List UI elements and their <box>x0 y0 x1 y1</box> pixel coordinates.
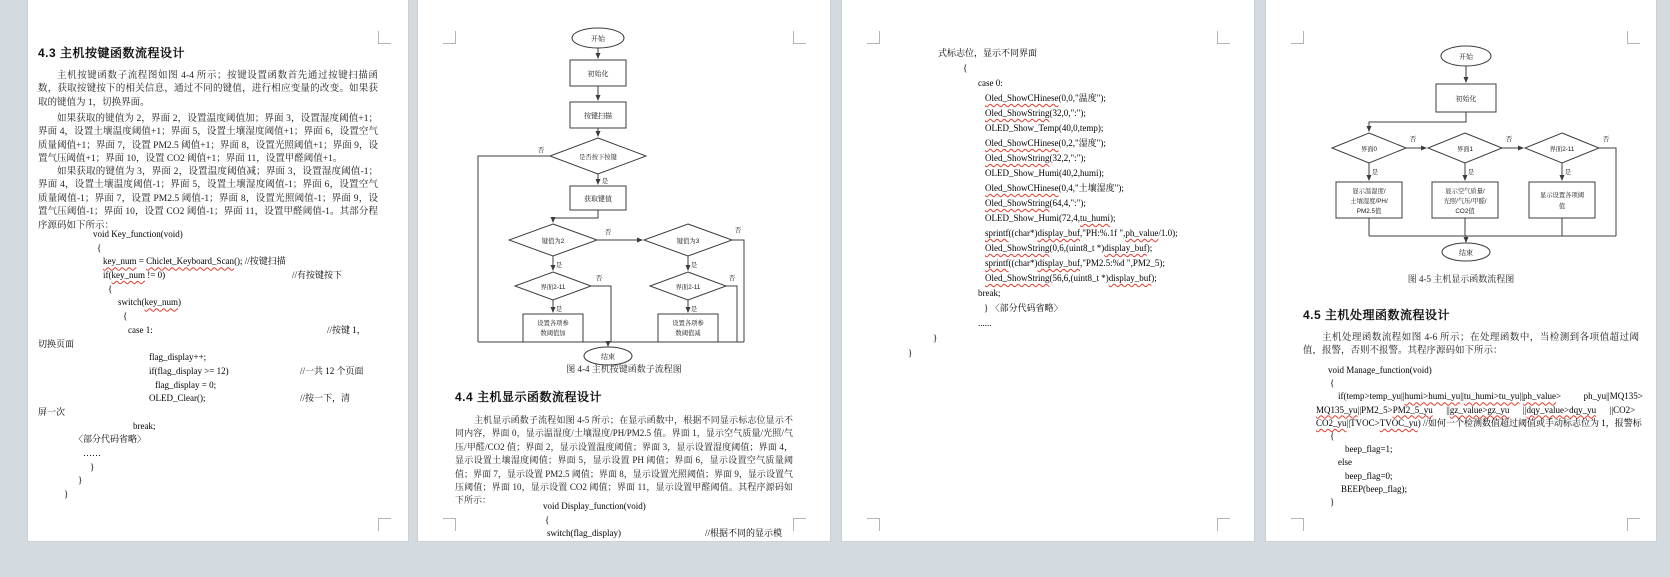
margin-corner-mark <box>1291 518 1304 531</box>
misspelling-underline: sprintf <box>985 258 1009 268</box>
svg-text:CO2值: CO2值 <box>1455 208 1475 215</box>
svg-text:结束: 结束 <box>601 354 615 361</box>
code-line: Oled_ShowCHinese(0,4,"土壤湿度"); <box>985 183 1124 193</box>
misspelling-underline: display_buf <box>1037 228 1080 238</box>
code-line: } <box>78 475 83 486</box>
code-line: } <box>933 333 938 343</box>
code-line: case 1: //按键 1， <box>38 324 383 338</box>
misspelling-underline: gz_value>gz_yu <box>1449 404 1510 415</box>
misspelling-underline: dqy_value>dqy_yu <box>1526 404 1597 415</box>
code-line: sprintf((char*)display_buf,"PH:%.1f ",ph_value/1.0); <box>985 228 1178 238</box>
flowchart-display-function <box>1296 40 1636 268</box>
code-line: } <box>908 348 913 358</box>
code-comment: //有按键按下 <box>292 270 343 281</box>
figure-caption-4-5: 图 4-5 主机显示函数流程图 <box>1407 274 1515 284</box>
code-line: sprintf((char*)display_buf,"PM2.5:%d ",PM2_5); <box>985 258 1165 268</box>
svg-text:开始: 开始 <box>1459 54 1473 61</box>
code-line: OLED_Clear(); //按一下，清 <box>38 392 383 406</box>
svg-text:光照/气压/甲醛/: 光照/气压/甲醛/ <box>1443 198 1487 205</box>
svg-text:否: 否 <box>604 229 612 236</box>
svg-text:设置各项参: 设置各项参 <box>672 320 704 327</box>
code-line: OLED_Show_Humi(40,2,humi); <box>985 168 1104 178</box>
misspelling-underline: Chiclet_Keyboard_Scan <box>146 256 235 267</box>
svg-text:否: 否 <box>1505 136 1513 143</box>
svg-text:否: 否 <box>595 275 603 282</box>
svg-text:否: 否 <box>728 275 736 282</box>
code-line: switch(flag_display) //根据不同的显示模 <box>455 527 795 541</box>
code-line: 式标志位，显示不同界面 <box>938 48 1038 58</box>
svg-text:是: 是 <box>690 262 698 269</box>
code-line: Oled_ShowCHinese(0,0,"温度"); <box>985 93 1106 103</box>
svg-text:土壤湿度/PH/: 土壤湿度/PH/ <box>1350 198 1388 205</box>
misspelling-underline: Oled_ShowString <box>985 273 1050 283</box>
code-line: 切换页面 <box>38 338 75 349</box>
document-page-3[interactable] <box>842 0 1254 541</box>
paragraph: 如果获取的键值为 2，界面 2，设置温度阈值加；界面 3，设置湿度阈值+1；界面 4，设置土壤温度阈值+1；界面 5，设置土壤湿度阈值+1；界面 6，设置空气质量阈值+1；界面 7，设置 PM2.5 阈值+1；界面 8，设置光照阈值+1；界面 9，设置气压阈值+1；界面 10，设置 CO2 阈值+1；界面 11，设置甲醛阈值+1。 <box>38 114 378 165</box>
misspelling-underline: key_num <box>144 297 178 308</box>
svg-text:数阈值加: 数阈值加 <box>540 330 566 337</box>
paragraph: 如果获取的键值为 3，界面 2，设置温度阈值减；界面 3，设置湿度阈值-1；界面 4，设置土壤温度阈值-1；界面 5，设置土壤湿度阈值-1；界面 6，设置空气质量阈值-1；界面 7，设置 PM2.5 阈值-1；界面 8，设置光照阈值-1；界面 9，设置气压阈值-1；界面 10，设置 CO2 阈值-1；界面 11，设置甲醛阈值-1。其部分程序源码如下所示： <box>38 167 378 231</box>
svg-text:结束: 结束 <box>1459 250 1473 257</box>
flowchart-threshold-dec-node <box>658 314 718 342</box>
svg-text:获取键值: 获取键值 <box>584 196 612 203</box>
code-line: BEEP(beep_flag); <box>1341 483 1407 494</box>
code-line: } 〈部分代码省略〉 <box>984 303 1063 313</box>
misspelling-underline: sprintf <box>985 228 1009 238</box>
code-line: else <box>1338 457 1352 468</box>
misspelling-underline: Oled_ShowCHinese <box>985 93 1059 103</box>
code-line: void Display_function(void) <box>543 501 646 511</box>
misspelling-underline: Oled_ShowString <box>985 243 1050 253</box>
svg-text:否: 否 <box>734 227 742 234</box>
code-line: MQ135_yu||PM2_5>PM2_5_yu ||gz_value>gz_yu ||dqy_value>dqy_yu ||CO2> <box>1316 404 1636 415</box>
svg-text:界面0: 界面0 <box>1360 146 1378 153</box>
code-line: ...... <box>978 318 992 328</box>
margin-corner-mark <box>1627 518 1640 531</box>
code-line: if(key_num != 0) //有按键按下 <box>38 269 383 283</box>
code-line: 屏一次 <box>38 406 66 417</box>
code-line: …… <box>83 448 101 458</box>
code-line: Oled_ShowString(64,4,":"); <box>985 198 1086 208</box>
code-line: beep_flag=0; <box>1345 470 1393 481</box>
misspelling-underline: display_buf <box>1104 243 1147 253</box>
misspelling-underline: ph_value <box>1523 391 1557 402</box>
code-line: { <box>1330 378 1335 389</box>
svg-text:初始化: 初始化 <box>1455 96 1477 103</box>
code-line: case 0: <box>978 78 1003 88</box>
paragraph: 主机处理函数流程如图 4-6 所示；在处理函数中，当检测到各项值超过阈值，报警，否则不报警。其程序源码如下所示： <box>1303 333 1639 357</box>
misspelling-underline: Oled_ShowString <box>985 108 1050 118</box>
code-line: } <box>1330 496 1335 507</box>
code-block-manage-function <box>1303 364 1648 509</box>
code-line: Oled_ShowString(32,2,":"); <box>985 153 1086 163</box>
svg-text:是: 是 <box>1564 169 1572 176</box>
code-line: Oled_ShowString(32,0,":"); <box>985 108 1086 118</box>
misspelling-underline: CO2_yu <box>1316 417 1347 428</box>
margin-corner-mark <box>378 518 391 531</box>
svg-text:值: 值 <box>1558 203 1566 210</box>
misspelling-underline: ph_value <box>1125 228 1159 238</box>
misspelling-underline: MQ135_yu <box>1316 404 1358 415</box>
code-line: break; <box>978 288 1001 298</box>
misspelling-underline: tu_humi>tu_yu <box>1463 391 1520 402</box>
misspelling-underline: display_buf <box>1108 273 1152 283</box>
svg-text:界面2-11: 界面2-11 <box>675 284 701 291</box>
code-comment: //一共 12 个页面 <box>300 365 364 376</box>
code-line: OLED_Show_Humi(72,4,tu_humi); <box>985 213 1116 223</box>
code-line: { <box>545 514 550 525</box>
svg-text:否: 否 <box>537 147 545 154</box>
svg-text:按键扫描: 按键扫描 <box>584 113 612 120</box>
code-line: { <box>963 63 968 73</box>
svg-text:是: 是 <box>1467 169 1475 176</box>
code-line: OLED_Show_Temp(40,0,temp); <box>985 123 1104 133</box>
svg-text:数阈值减: 数阈值减 <box>675 330 701 337</box>
code-line: Oled_ShowCHinese(0,2,"湿度"); <box>985 138 1106 148</box>
code-line: } <box>64 489 69 500</box>
code-line: } <box>90 461 95 472</box>
svg-text:PM2.5值: PM2.5值 <box>1356 208 1382 215</box>
svg-text:键值为2: 键值为2 <box>541 238 565 245</box>
code-line: CO2_yu||TVOC>TVOC_yu) //如何一个检测数值超过阈值或手动标志位为 1，报警标 <box>1316 417 1642 428</box>
code-comment: //按一下，清 <box>300 393 351 404</box>
code-line: flag_display++; <box>149 352 207 363</box>
paragraph: 主机按键函数子流程图如图 4-4 所示；按键设置函数首先通过按键扫描函数，获取按键按下的相关信息，通过不同的键值，进行相应变量的改变。如果获取的键值为 1，切换界面。 <box>38 71 378 108</box>
misspelling-underline: Oled_ShowString <box>985 153 1050 163</box>
misspelling-underline: PM2_5_yu <box>1392 404 1433 415</box>
code-comment: //按键 1， <box>327 324 366 335</box>
code-line: { <box>108 283 113 294</box>
svg-text:设置各项参: 设置各项参 <box>537 320 569 327</box>
svg-text:界面2-11: 界面2-11 <box>1549 146 1575 153</box>
svg-text:界面1: 界面1 <box>1456 146 1474 153</box>
misspelling-underline: key_num <box>111 270 145 281</box>
svg-text:显示温湿度/: 显示温湿度/ <box>1352 188 1386 195</box>
code-line: break; <box>133 420 156 431</box>
misspelling-underline: Oled_ShowCHinese <box>985 183 1059 193</box>
flowchart-threshold-inc-node <box>523 314 583 342</box>
misspelling-underline: TVOC_yu <box>1379 417 1418 428</box>
misspelling-underline: Oled_ShowCHinese <box>985 138 1059 148</box>
svg-text:键值为3: 键值为3 <box>676 238 700 245</box>
margin-corner-mark <box>378 31 391 44</box>
code-line: if(flag_display >= 12) //一共 12 个页面 <box>38 365 383 379</box>
margin-corner-mark <box>867 518 880 531</box>
code-line: void Key_function(void) <box>93 229 183 239</box>
document-page-1[interactable] <box>28 0 408 541</box>
misspelling-underline: humi>humi_yu <box>1404 391 1461 402</box>
paragraph: 主机显示函数子流程如图 4-5 所示；在显示函数中，根据不同显示标志位显示不同内容，界面 0，显示温湿度/土壤湿度/PH/PM2.5 值。界面 1，显示空气质量/光照/气压/甲醛/CO2 值；界面 2，显示设置温度阈值；界面 3，显示设置湿度阈值；界面 4，显示设置土壤湿度阈值；界面 5，显示设置 PH 阈值；界面 6，显示设置空气质量阈值；界面 7，显示设置 PM2.5 阈值；界面 8，显示设置光照阈值；界面 9，显示设置气压阈值；界面 10，显示设置 CO2 阈值；界面 11，显示设置甲醛阈值。其程序源码如下所示： <box>455 415 793 506</box>
code-line: 〈部分代码省略〉 <box>74 434 147 445</box>
code-line: { <box>123 311 128 322</box>
svg-text:显示设置各项阈: 显示设置各项阈 <box>1539 192 1585 199</box>
margin-corner-mark <box>1217 518 1230 531</box>
misspelling-underline: tu_humi <box>1080 213 1111 223</box>
flowchart-show-threshold-node <box>1529 182 1595 218</box>
figure-caption-4-4: 图 4-4 主机按键函数子流程图 <box>566 364 682 374</box>
code-line: if(temp>temp_yu||humi>humi_yu||tu_humi>tu_yu||ph_value> ph_yu||MQ135> <box>1338 391 1643 402</box>
document-page-4[interactable] <box>1266 0 1656 541</box>
section-heading-4-5: 4.5 主机处理函数流程设计 <box>1303 308 1451 322</box>
code-line: { <box>97 242 102 253</box>
svg-text:是: 是 <box>601 178 609 185</box>
misspelling-underline: display_buf <box>1037 258 1080 268</box>
code-line: flag_display = 0; <box>155 379 217 390</box>
code-line: switch(key_num) <box>118 297 181 308</box>
svg-text:初始化: 初始化 <box>587 71 609 78</box>
svg-text:显示空气质量/: 显示空气质量/ <box>1445 188 1485 195</box>
code-block-display-case0 <box>879 46 1229 361</box>
margin-corner-mark <box>793 31 806 44</box>
document-page-2[interactable] <box>418 0 830 541</box>
margin-corner-mark <box>867 31 880 44</box>
svg-text:开始: 开始 <box>591 36 605 43</box>
code-line: key_num = Chiclet_Keyboard_Scan(); //按键扫描 <box>103 256 286 267</box>
svg-text:否: 否 <box>1602 136 1610 143</box>
svg-text:是: 是 <box>555 306 563 313</box>
section-heading-4-3: 4.3 主机按键函数流程设计 <box>38 46 186 60</box>
code-line: Oled_ShowString(0,6,(uint8_t *)display_buf); <box>985 243 1153 253</box>
code-block-display-function <box>455 500 795 541</box>
svg-text:否: 否 <box>1409 136 1417 143</box>
misspelling-underline: Oled_ShowString <box>985 198 1050 208</box>
code-line: void Manage_function(void) <box>1328 365 1432 375</box>
code-block-key-function <box>38 228 383 502</box>
flowchart-key-function <box>448 26 748 366</box>
svg-text:是: 是 <box>555 262 563 269</box>
svg-text:界面2-11: 界面2-11 <box>540 284 566 291</box>
svg-text:是: 是 <box>1371 169 1379 176</box>
svg-text:是: 是 <box>690 306 698 313</box>
svg-text:是否按下按键: 是否按下按键 <box>579 154 617 161</box>
section-heading-4-4: 4.4 主机显示函数流程设计 <box>455 390 603 404</box>
code-line: Oled_ShowString(56,6,(uint8_t *)display_buf); <box>985 273 1157 283</box>
code-comment: //根据不同的显示模 <box>705 528 783 539</box>
code-line: { <box>1330 430 1335 441</box>
code-line: beep_flag=1; <box>1345 444 1393 455</box>
margin-corner-mark <box>1217 31 1230 44</box>
misspelling-underline: key_num <box>103 256 137 267</box>
